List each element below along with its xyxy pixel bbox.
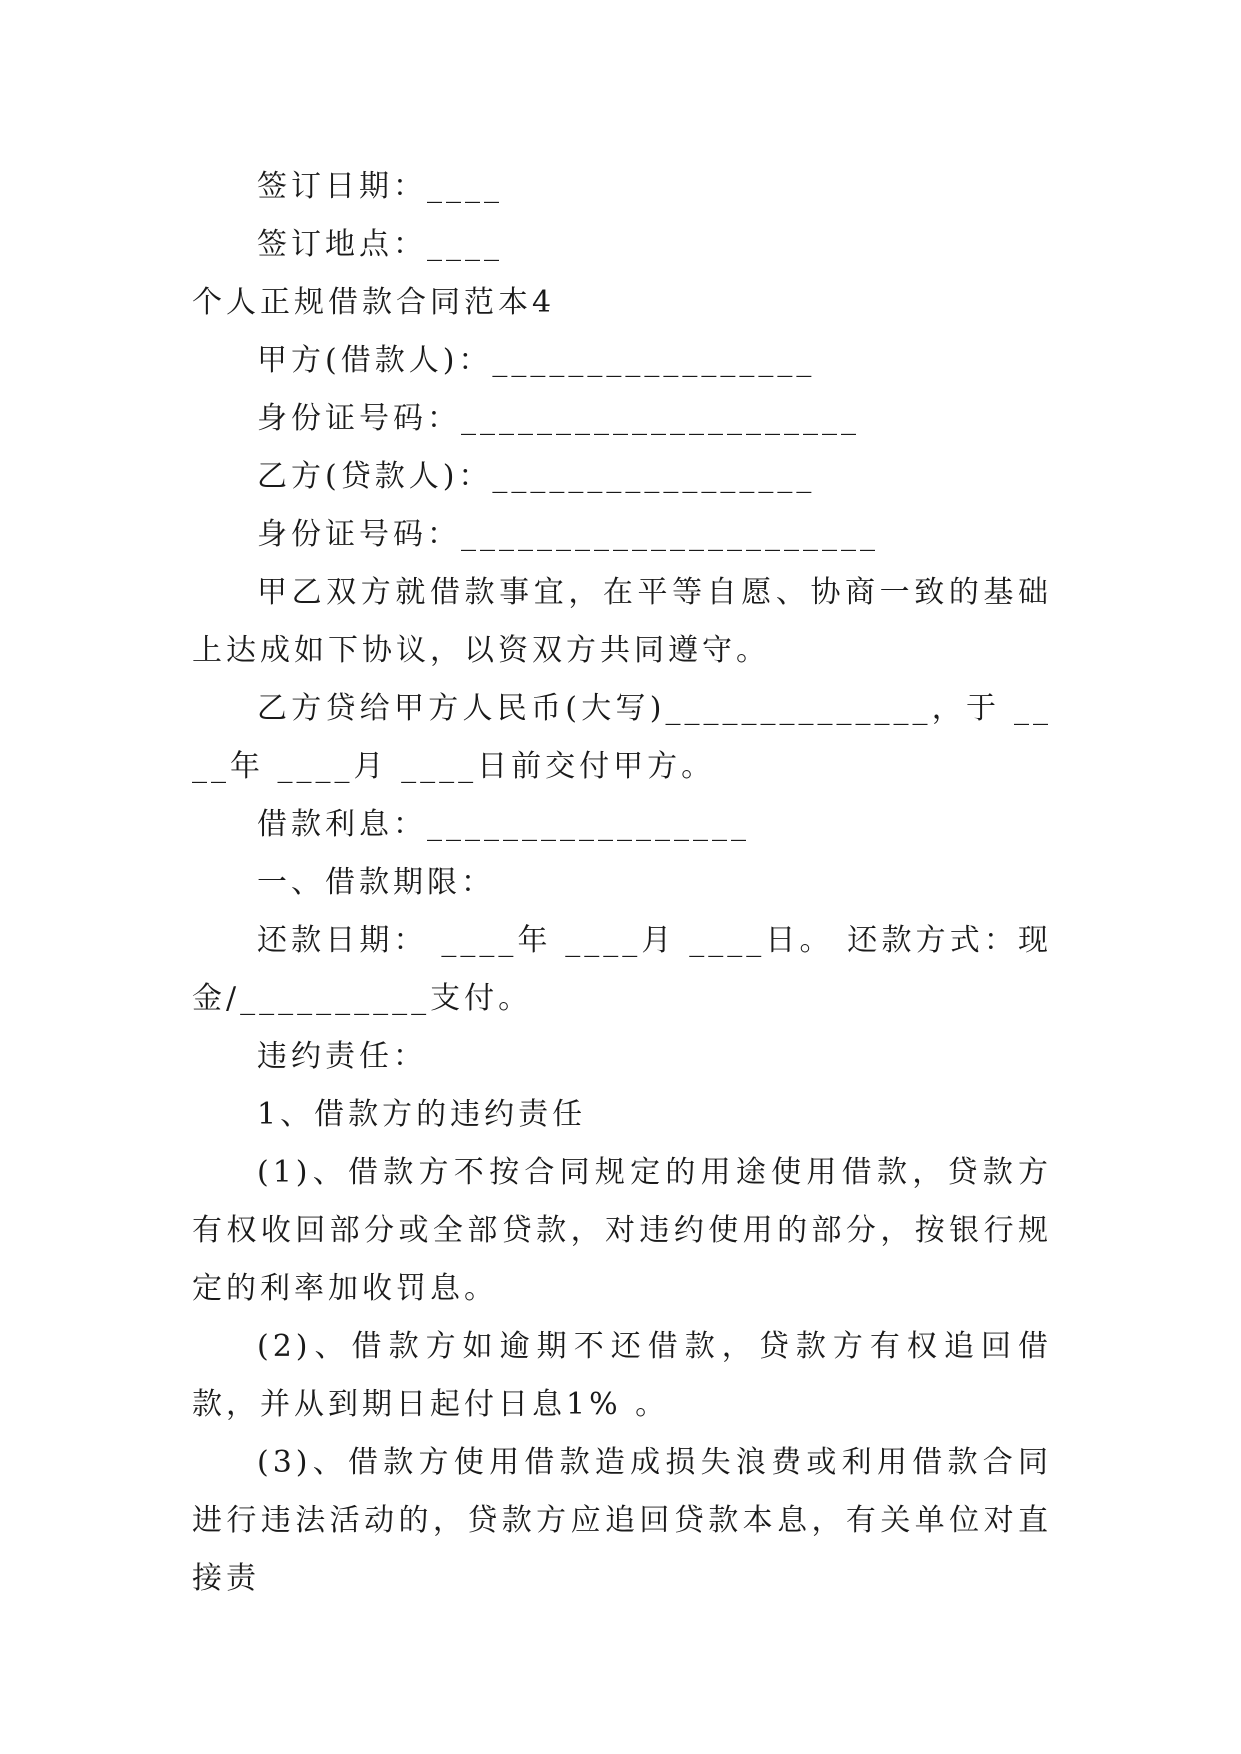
party-a-id-line: 身份证号码：_____________________ [257,401,860,436]
borrower-liability-heading: 1、借款方的违约责任 [257,1097,587,1132]
interest-line: 借款利息：_________________ [257,807,750,842]
party-b-line: 乙方(贷款人)：_________________ [257,459,816,494]
document-title: 个人正规借款合同范本4 [192,285,556,320]
clause-1-paragraph: (1)、借款方不按合同规定的用途使用借款，贷款方有权收回部分或全部贷款，对违约使用的部分，按银行规定的利率加收罚息。 [192,1155,1052,1306]
sign-date-line: 签订日期：____ [257,169,503,204]
document-body [192,158,1052,1608]
clause-3-paragraph: (3)、借款方使用借款造成损失浪费或利用借款合同进行违法活动的，贷款方应追回贷款本息，有关单位对直接责 [192,1445,1052,1596]
party-a-line: 甲方(借款人)：_________________ [257,343,816,378]
clause-2-paragraph: (2)、借款方如逾期不还借款，贷款方有权追回借款，并从到期日起付日息1% 。 [192,1329,1052,1422]
party-b-id-line: 身份证号码：______________________ [257,517,879,552]
term-heading: 一、借款期限： [257,865,495,900]
sign-place-line: 签订地点：____ [257,227,503,262]
repayment-paragraph: 还款日期： ____年 ____月 ____日。 还款方式：现金/__________支付。 [192,923,1052,1016]
loan-amount-paragraph: 乙方贷给甲方人民币(大写)______________，于 ____年 ____月 ____日前交付甲方。 [192,691,1052,784]
agreement-paragraph: 甲乙双方就借款事宜，在平等自愿、协商一致的基础上达成如下协议，以资双方共同遵守。 [192,575,1052,668]
liability-heading: 违约责任： [257,1039,427,1074]
